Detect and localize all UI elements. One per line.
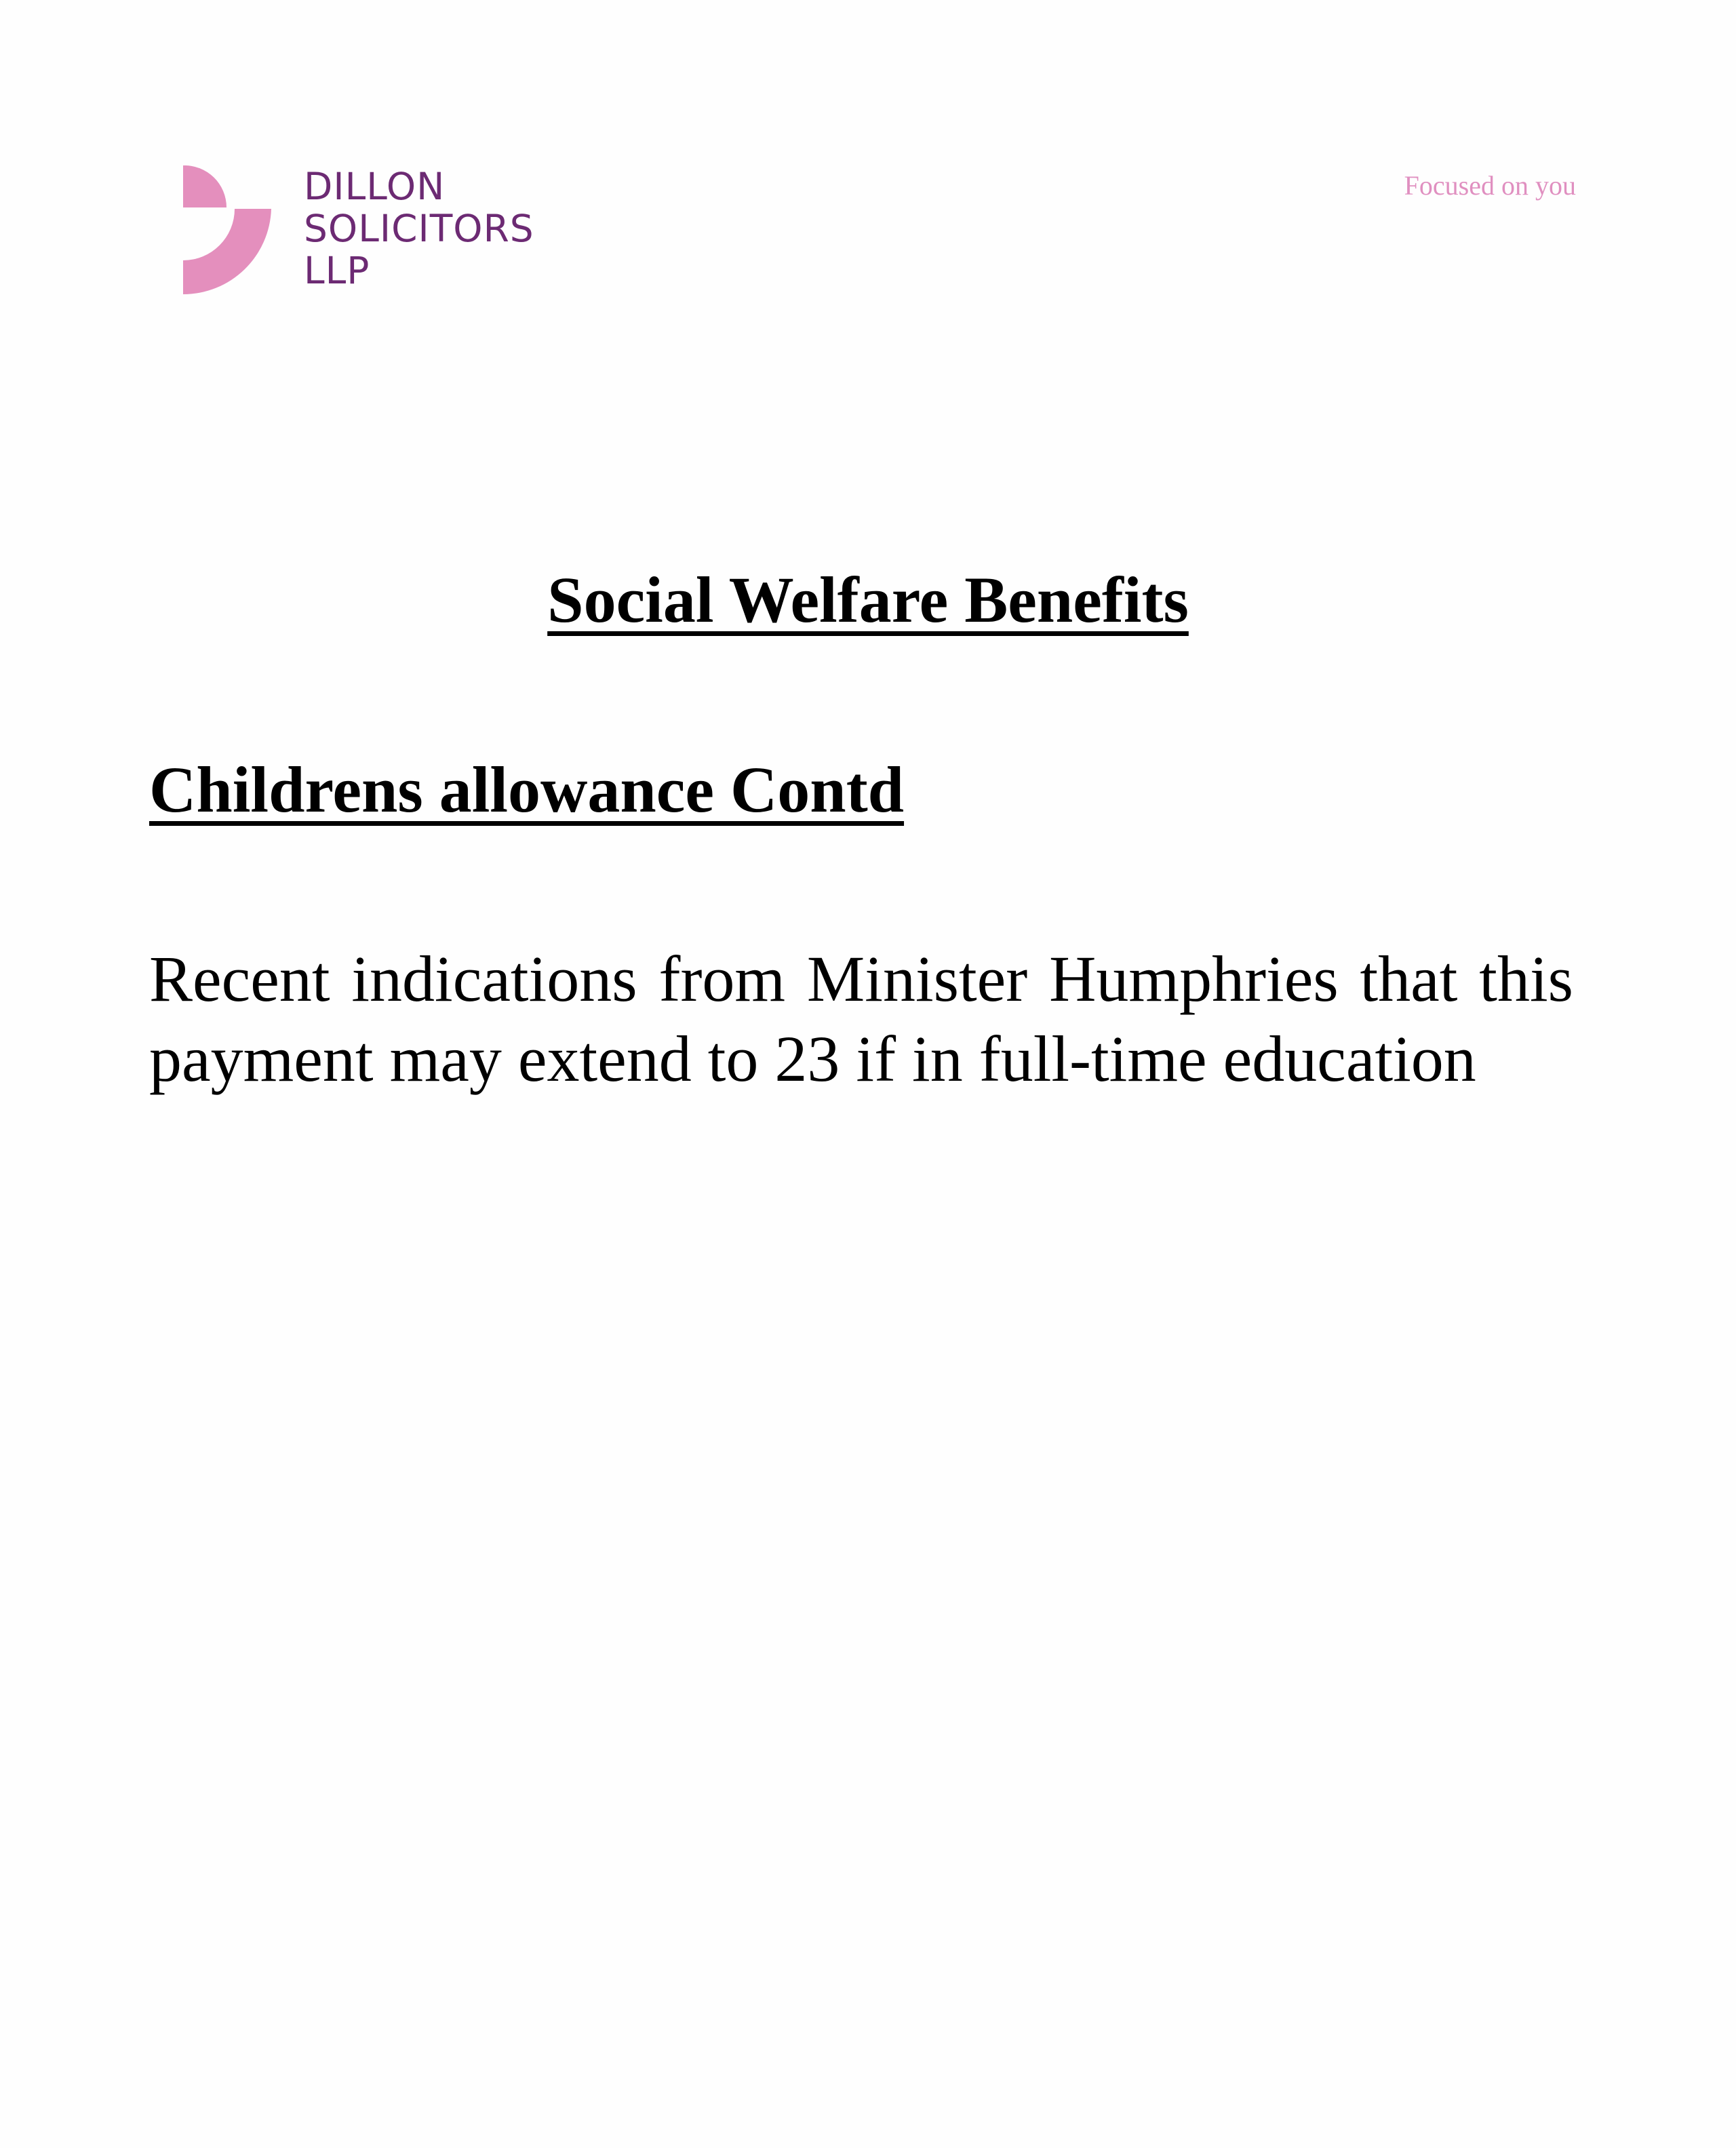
- body-paragraph: [149, 939, 1587, 1099]
- logo-line-solicitors: SOLICITORS: [304, 207, 534, 250]
- logo-line-llp: LLP: [304, 249, 370, 292]
- company-logo: [183, 165, 617, 294]
- logo-wordmark: [304, 165, 534, 292]
- document-title-text: Social Welfare Benefits: [547, 563, 1189, 636]
- logo-line-dillon: DILLON: [304, 165, 446, 208]
- document-title: [0, 563, 1736, 637]
- logo-mark-icon: [183, 165, 278, 294]
- section-heading-text: Childrens allowance Contd: [149, 753, 905, 826]
- body-line-2: payment may extend to 23 if in full-time education: [149, 1022, 1476, 1095]
- section-heading: [149, 753, 904, 827]
- body-line-1: Recent indications from Minister Humphries that this: [149, 942, 1573, 1015]
- tagline: Focused on you: [1404, 170, 1576, 201]
